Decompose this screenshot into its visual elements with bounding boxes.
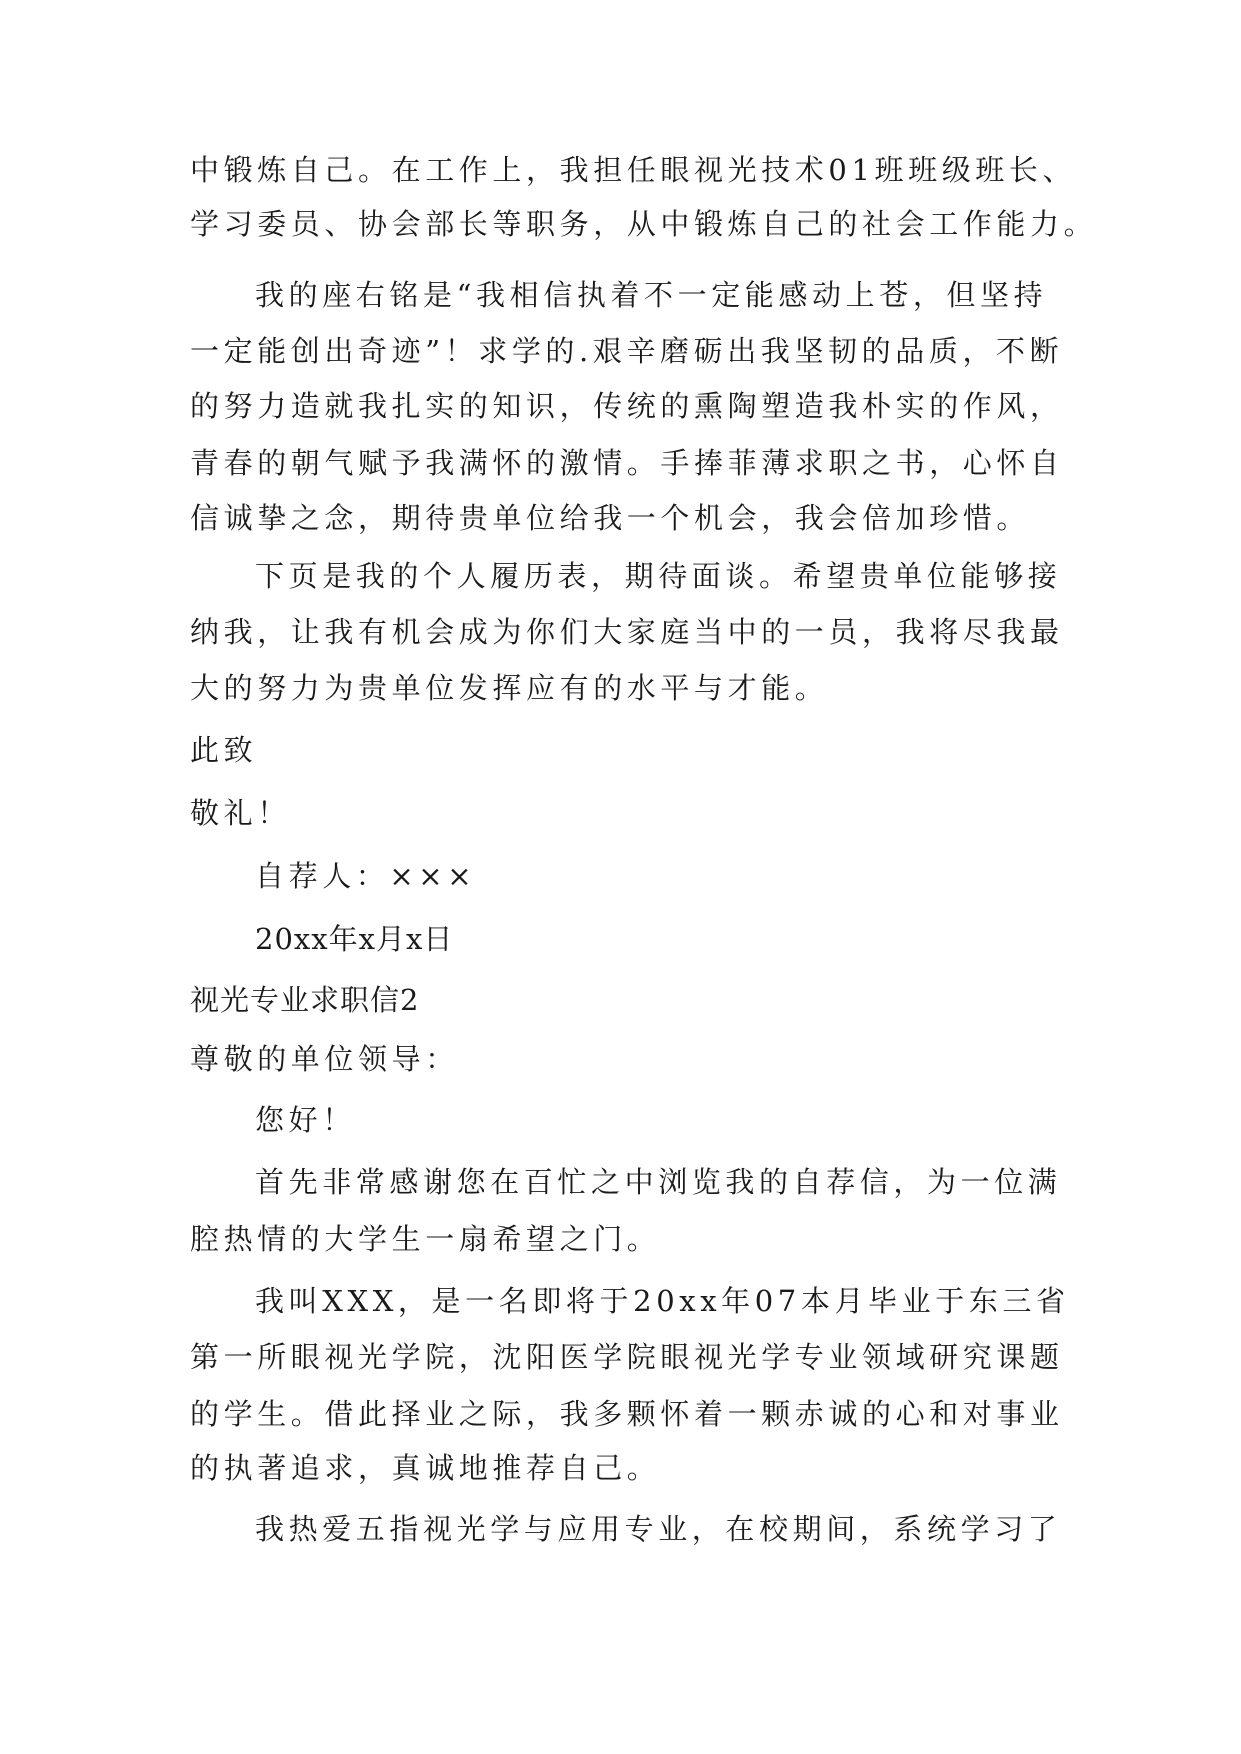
signature-name: 自荐人：××× <box>255 859 477 893</box>
paragraph-line: 的执著追求，真诚地推荐自己。 <box>190 1451 661 1485</box>
closing-salutation: 此致 <box>190 733 258 767</box>
greeting: 尊敬的单位领导： <box>190 1042 459 1076</box>
signature-date: 20xx年x月x日 <box>255 922 454 956</box>
paragraph-line: 的学生。借此择业之际，我多颗怀着一颗赤诚的心和对事业 <box>190 1397 1064 1431</box>
paragraph-line: 青春的朝气赋予我满怀的激情。手捧菲薄求职之书，心怀自 <box>190 446 1064 480</box>
paragraph-line: 下页是我的个人履历表，期待面谈。希望贵单位能够接 <box>255 559 1062 593</box>
paragraph-line: 大的努力为贵单位发挥应有的水平与才能。 <box>190 671 829 705</box>
paragraph-line: 第一所眼视光学院，沈阳医学院眼视光学专业领域研究课题 <box>190 1340 1064 1374</box>
paragraph-line: 腔热情的大学生一扇希望之门。 <box>190 1222 661 1256</box>
greeting-hello: 您好！ <box>255 1103 356 1137</box>
paragraph-line: 我的座右铭是“我相信执着不一定能感动上苍，但坚持 <box>255 278 1048 312</box>
paragraph-line: 我叫XXX，是一名即将于20xx年07本月毕业于东三省 <box>255 1284 1070 1318</box>
paragraph-line: 的努力造就我扎实的知识，传统的熏陶塑造我朴实的作风， <box>190 389 1064 423</box>
paragraph-line: 信诚挚之念，期待贵单位给我一个机会，我会倍加珍惜。 <box>190 501 1031 535</box>
paragraph-line: 中锻炼自己。在工作上，我担任眼视光技术01班班级班长、 <box>190 153 1077 187</box>
paragraph-line: 首先非常感谢您在百忙之中浏览我的自荐信，为一位满 <box>255 1165 1062 1199</box>
paragraph-line: 一定能创出奇迹”！求学的.艰辛磨砺出我坚韧的品质，不断 <box>190 334 1064 368</box>
paragraph-line: 纳我，让我有机会成为你们大家庭当中的一员，我将尽我最 <box>190 615 1064 649</box>
paragraph-line: 学习委员、协会部长等职务，从中锻炼自己的社会工作能力。 <box>190 207 1098 241</box>
closing-regards: 敬礼！ <box>190 796 291 830</box>
paragraph-line: 我热爱五指视光学与应用专业，在校期间，系统学习了 <box>255 1512 1062 1546</box>
section-title: 视光专业求职信2 <box>190 983 420 1017</box>
